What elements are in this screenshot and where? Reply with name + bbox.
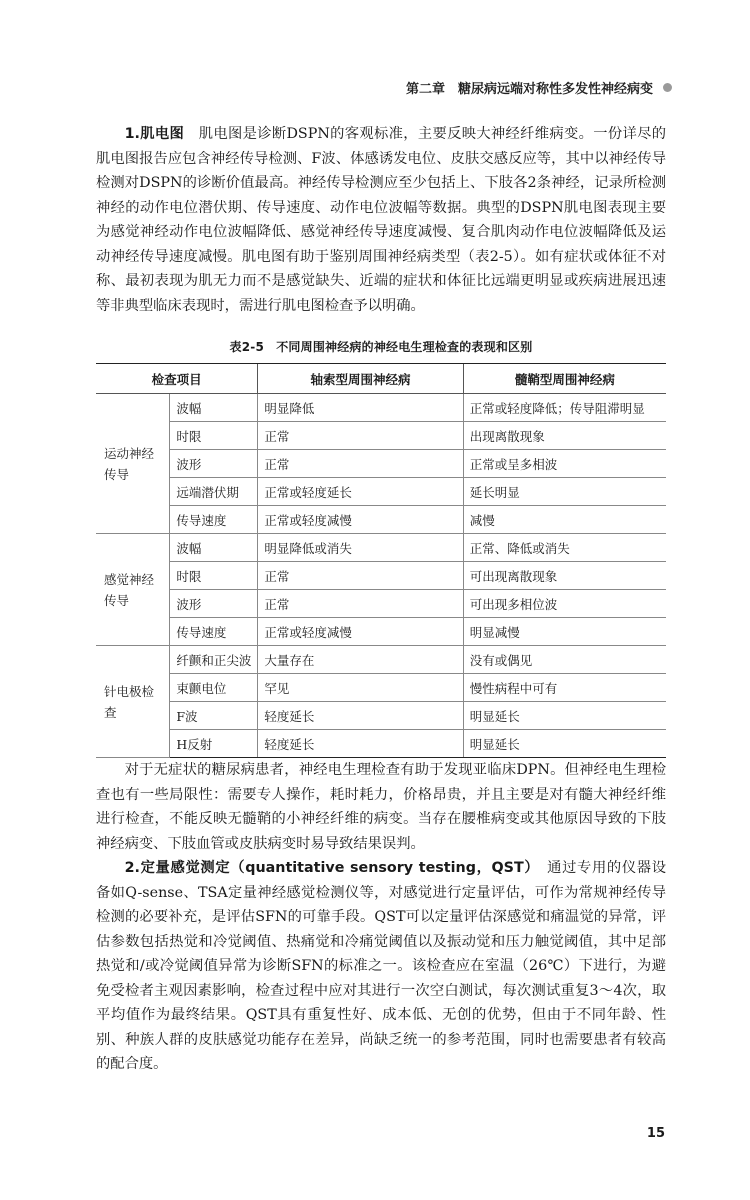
table-cell: 时限 [170, 422, 258, 450]
table-row [96, 450, 666, 478]
electrophysiology-table [96, 363, 666, 758]
table-cell: 可出现离散现象 [463, 562, 666, 590]
table-cell: 出现离散现象 [463, 422, 666, 450]
table-row [96, 534, 666, 562]
table-row [96, 478, 666, 506]
table-cell: 减慢 [463, 506, 666, 534]
table-header-row [96, 364, 666, 394]
table-row [96, 674, 666, 702]
table-cell: 传导速度 [170, 618, 258, 646]
table-cell: 明显降低 [258, 394, 463, 422]
table-cell: 轻度延长 [258, 702, 463, 730]
table-cell: 正常或轻度降低；传导阻滞明显 [463, 394, 666, 422]
qst-heading: 2.定量感觉测定（quantitative sensory testing，QST） [124, 860, 533, 876]
table-cell: 正常或轻度延长 [258, 478, 463, 506]
table-cell: 延长明显 [463, 478, 666, 506]
table-cell: 正常 [258, 450, 463, 478]
chapter-title: 第二章 糖尿病远端对称性多发性神经病变 [405, 82, 653, 97]
table-cell: 慢性病程中可有 [463, 674, 666, 702]
table-cell: H反射 [170, 730, 258, 758]
table-cell: 远端潜伏期 [170, 478, 258, 506]
group-needle: 针电极检查 [96, 646, 170, 758]
table-cell: 时限 [170, 562, 258, 590]
table-cell: 没有或偶见 [463, 646, 666, 674]
table-row [96, 394, 666, 422]
table-caption: 表2-5 不同周围神经病的神经电生理检查的表现和区别 [229, 340, 533, 354]
table-cell: 正常或呈多相波 [463, 450, 666, 478]
header-item: 检查项目 [96, 364, 258, 394]
table-cell: 罕见 [258, 674, 463, 702]
table-row [96, 562, 666, 590]
table-row [96, 618, 666, 646]
emg-text: 肌电图是诊断DSPN的客观标准，主要反映大神经纤维病变。一份详尽的肌电图报告应包含神经传导检测、F波、体感诱发电位、皮肤交感反应等，其中以神经传导检测对DSPN的诊断价值最高。神经传导检测应至少包括上、下肢各2条神经，记录所检测神经的动作电位潜伏期、传导速度、动作电位波幅等数据。典型的DSPN肌电图表现主要为感觉神经动作电位波幅降低、感觉神经传导速度减慢、复合肌肉动作电位波幅降低及运动神经传导速度减慢。肌电图有助于鉴别周围神经病类型（表2-5）。如有症状或体征不对称、最初表现为肌无力而不是感觉缺失、近端的症状和体征比远端更明显或疾病进展迅速等非典型临床表现时，需进行肌电图检查予以明确。 [96, 126, 666, 314]
table-cell: 正常、降低或消失 [463, 534, 666, 562]
group-motor: 运动神经传导 [96, 394, 170, 534]
header-myelin: 髓鞘型周围神经病 [463, 364, 666, 394]
group-sensory: 感觉神经传导 [96, 534, 170, 646]
table-cell: 正常 [258, 422, 463, 450]
table-cell: 正常或轻度减慢 [258, 506, 463, 534]
table-row [96, 590, 666, 618]
table-cell: 正常 [258, 562, 463, 590]
running-header [406, 78, 672, 97]
emg-heading: 1.肌电图 [124, 126, 185, 142]
table-cell: 正常或轻度减慢 [258, 618, 463, 646]
header-axonal: 轴索型周围神经病 [258, 364, 463, 394]
table-cell: 波形 [170, 590, 258, 618]
table-cell: 波幅 [170, 534, 258, 562]
table-cell: 束颤电位 [170, 674, 258, 702]
table-row [96, 730, 666, 758]
header-dot-icon [663, 83, 672, 92]
table-cell: 明显降低或消失 [258, 534, 463, 562]
table-row [96, 646, 666, 674]
paragraph-emg [96, 122, 666, 318]
table-cell: F波 [170, 702, 258, 730]
table-cell: 明显延长 [463, 702, 666, 730]
table-cell: 传导速度 [170, 506, 258, 534]
table-cell: 大量存在 [258, 646, 463, 674]
table-cell: 明显延长 [463, 730, 666, 758]
qst-text: 通过专用的仪器设备如Q-sense、TSA定量神经感觉检测仪等，对感觉进行定量评估，可作为常规神经传导检测的必要补充，是评估SFN的可靠手段。QST可以定量评估深感觉和痛温觉的异常，评估参数包括热觉和冷觉阈值、热痛觉和冷痛觉阈值以及振动觉和压力触觉阈值，其中足部热觉和/或冷觉阈值异常为诊断SFN的标准之一。该检查应在室温（26℃）下进行，为避免受检者主观因素影响，检查过程中应对其进行一次空白测试，每次测试重复3～4次，取平均值作为最终结果。QST具有重复性好、成本低、无创的优势，但由于不同年龄、性别、种族人群的皮肤感觉功能存在差异，尚缺乏统一的参考范围，同时也需要患者有较高的配合度。 [96, 860, 667, 1072]
table-cell: 轻度延长 [258, 730, 463, 758]
table-cell: 波幅 [170, 394, 258, 422]
table-cell: 可出现多相位波 [463, 590, 666, 618]
page-number: 15 [646, 1126, 665, 1141]
paragraph-qst [96, 856, 666, 1077]
table-row [96, 506, 666, 534]
table-cell: 正常 [258, 590, 463, 618]
table-row [96, 422, 666, 450]
table-cell: 波形 [170, 450, 258, 478]
table-cell: 纤颤和正尖波 [170, 646, 258, 674]
table-row [96, 702, 666, 730]
paragraph-limitations: 对于无症状的糖尿病患者，神经电生理检查有助于发现亚临床DPN。但神经电生理检查也有一些局限性：需要专人操作，耗时耗力，价格昂贵，并且主要是对有髓大神经纤维进行检查，不能反映无髓鞘的小神经纤维的病变。当存在腰椎病变或其他原因导致的下肢神经病变、下肢血管或皮肤病变时易导致结果误判。 [96, 762, 666, 852]
table-cell: 明显减慢 [463, 618, 666, 646]
page-content [96, 122, 666, 1077]
